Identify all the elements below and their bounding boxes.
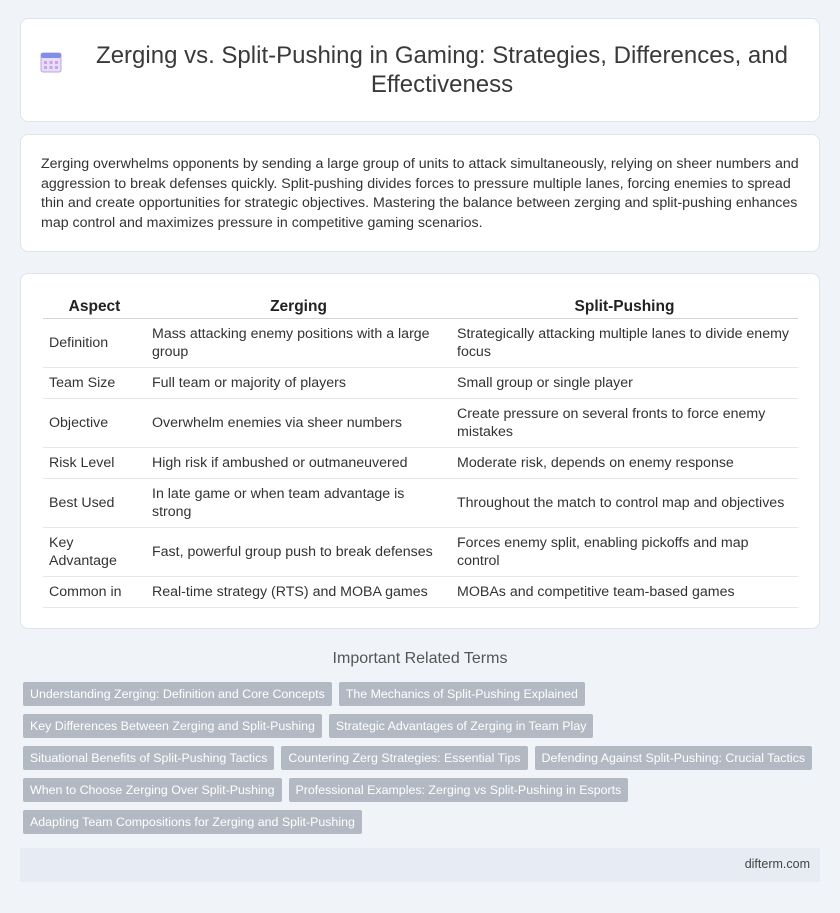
header-aspect: Aspect	[43, 294, 146, 319]
related-term-tag[interactable]: Strategic Advantages of Zerging in Team Play	[329, 714, 593, 738]
row-zerging: High risk if ambushed or outmaneuvered	[146, 448, 451, 479]
row-split-pushing: Strategically attacking multiple lanes to divide enemy focus	[451, 319, 798, 368]
row-zerging: Mass attacking enemy positions with a large group	[146, 319, 451, 368]
table-row	[43, 399, 798, 448]
row-split-pushing: Throughout the match to control map and objectives	[451, 479, 798, 528]
page-title: Zerging vs. Split-Pushing in Gaming: Strategies, Differences, and Effectiveness	[96, 42, 788, 98]
comparison-card	[20, 273, 820, 629]
tag-row	[23, 746, 806, 770]
row-zerging: Overwhelm enemies via sheer numbers	[146, 399, 451, 448]
comparison-table	[43, 294, 798, 608]
row-split-pushing: MOBAs and competitive team-based games	[451, 577, 798, 608]
row-aspect: Best Used	[43, 479, 146, 528]
title-card	[20, 18, 820, 122]
related-term-tag[interactable]: The Mechanics of Split-Pushing Explained	[339, 682, 585, 706]
row-zerging: Full team or majority of players	[146, 368, 451, 399]
intro-card	[20, 134, 820, 252]
related-term-tag[interactable]: When to Choose Zerging Over Split-Pushing	[23, 778, 282, 802]
row-split-pushing: Create pressure on several fronts to force enemy mistakes	[451, 399, 798, 448]
table-row	[43, 448, 798, 479]
row-zerging: Fast, powerful group push to break defenses	[146, 528, 451, 577]
row-aspect: Risk Level	[43, 448, 146, 479]
table-row	[43, 479, 798, 528]
related-terms-list	[23, 682, 806, 842]
row-split-pushing: Moderate risk, depends on enemy response	[451, 448, 798, 479]
title-wrap	[40, 41, 800, 99]
calendar-grid-icon	[40, 51, 62, 73]
header-zerging: Zerging	[146, 294, 451, 319]
footer-site-link[interactable]: difterm.com	[744, 857, 810, 871]
tag-row	[23, 810, 803, 834]
row-aspect: Common in	[43, 577, 146, 608]
related-term-tag[interactable]: Understanding Zerging: Definition and Core Concepts	[23, 682, 332, 706]
table-header-row	[43, 294, 798, 319]
related-term-tag[interactable]: Defending Against Split-Pushing: Crucial Tactics	[535, 746, 813, 770]
row-aspect: Team Size	[43, 368, 146, 399]
related-term-tag[interactable]: Adapting Team Compositions for Zerging and Split-Pushing	[23, 810, 362, 834]
table-row	[43, 528, 798, 577]
row-aspect: Key Advantage	[43, 528, 146, 577]
row-aspect: Definition	[43, 319, 146, 368]
row-split-pushing: Forces enemy split, enabling pickoffs and map control	[451, 528, 798, 577]
related-term-tag[interactable]: Professional Examples: Zerging vs Split-Pushing in Esports	[289, 778, 629, 802]
related-term-tag[interactable]: Countering Zerg Strategies: Essential Tips	[281, 746, 527, 770]
footer	[20, 848, 820, 882]
related-term-tag[interactable]: Situational Benefits of Split-Pushing Tactics	[23, 746, 274, 770]
tag-row	[23, 682, 803, 706]
related-term-tag[interactable]: Key Differences Between Zerging and Split-Pushing	[23, 714, 322, 738]
tag-row	[23, 714, 803, 738]
row-aspect: Objective	[43, 399, 146, 448]
intro-paragraph: Zerging overwhelms opponents by sending a large group of units to attack simultaneously, relying on sheer numbers and aggression to break defenses quickly. Split-pushing divides forces to pressure multiple lanes, forcing enemies to spread thin and create opportunities for strategic objectives. Mastering the balance between zerging and split-pushing enhances map control and maximizes pressure in competitive gaming scenarios.	[41, 156, 799, 231]
related-terms-heading: Important Related Terms	[332, 650, 508, 667]
row-zerging: Real-time strategy (RTS) and MOBA games	[146, 577, 451, 608]
row-split-pushing: Small group or single player	[451, 368, 798, 399]
table-row	[43, 319, 798, 368]
table-row	[43, 577, 798, 608]
header-split-pushing: Split-Pushing	[451, 294, 798, 319]
row-zerging: In late game or when team advantage is strong	[146, 479, 451, 528]
tag-row	[23, 778, 803, 802]
table-row	[43, 368, 798, 399]
